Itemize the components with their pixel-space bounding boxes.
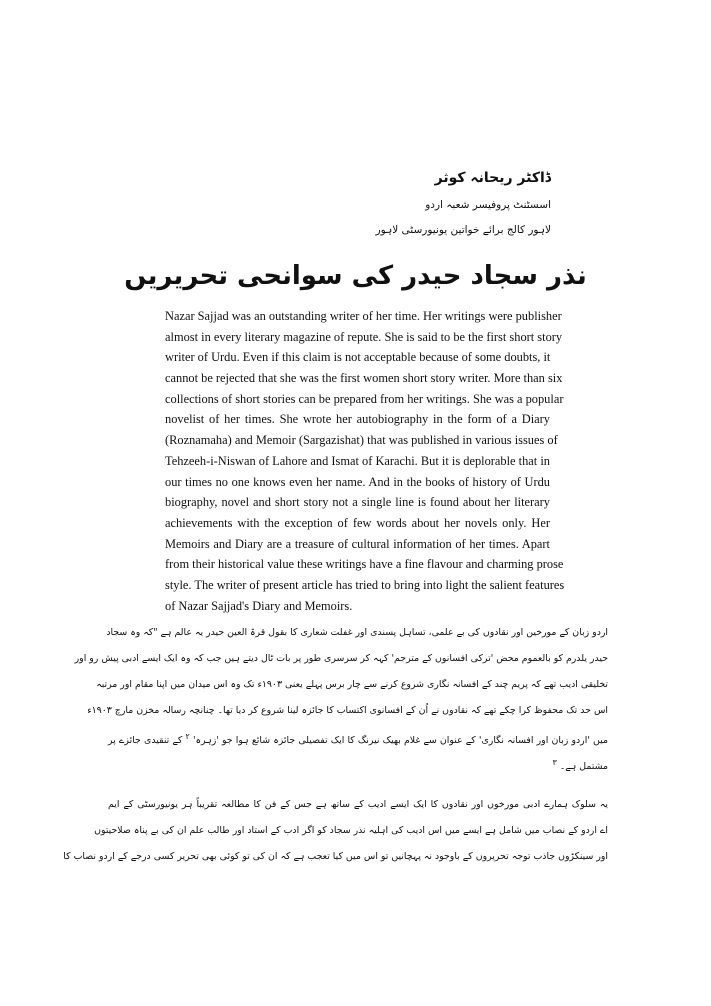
abstract-line: style. The writer of present article has tried to bring into light the salient features (165, 577, 565, 592)
author-block (376, 168, 551, 247)
body-line-with-footnote (108, 724, 608, 750)
abstract-line: of Nazar Sajjad's Diary and Memoirs. (165, 598, 353, 613)
author-name: ڈاکٹر ریحانہ کوثر (434, 170, 551, 186)
body-line: اور سینکڑوں جاذب توجہ تحریروں کے باوجود نہ پہچانیں تو اس میں کیا تعجب ہے کہ ان کی تو کوئی بھی تحریر کسی درجے کے اردو نصاب کا (63, 851, 608, 862)
urdu-body-text (63, 620, 609, 870)
english-abstract (165, 306, 565, 616)
abstract-line: Tehzeeh-i-Niswan of Lahore and Ismat of Karachi. But it is deplorable that in (165, 453, 550, 468)
body-line-with-footnote (108, 750, 608, 776)
abstract-line: our times no one knows even her name. And in the books of history of Urdu (165, 474, 550, 489)
body-line-tail: کے تنقیدی جائزے پر (108, 735, 183, 747)
body-line: اس حد تک محفوظ کرا چکے تھے کہ نقادوں نے اُن کے افسانوی اکتساب کا جائزہ لینا شروع کر دیا تھا۔ چنانچہ رسالہ مخزن مارچ ۱۹۰۳ء (87, 705, 608, 716)
author-institution: لاہور کالج برائے خواتین یونیورسٹی لاہور (375, 224, 551, 236)
footnote-marker: ۲ (185, 732, 190, 741)
abstract-line: from their historical value these writings have a fine flavour and charming prose (165, 557, 564, 572)
body-line: تخلیقی ادیب تھے کہ پریم چند کے افسانہ نگاری شروع کرنے سے چار برس پہلے یعنی ۱۹۰۳ء تک وہ اس میدان میں اپنا مقام اور مرتبہ (96, 679, 608, 690)
body-line: اے اردو کے نصاب میں شامل ہے ایسے میں اس ادیب کی اہلیہ نذر سجاد کو اگر ادب کے استاد اور طالب علم ان کی بے پناہ صلاحیتوں (94, 825, 608, 836)
body-paragraph-1 (74, 620, 609, 776)
body-line: یہ سلوک ہمارے ادبی مورخوں اور نقادوں کا ایک ایسے ادیب کے ساتھ ہے جس کے فن کا مطالعہ تقریباً ہر یونیورسٹی کے ایم (108, 799, 608, 810)
abstract-line: writer of Urdu. Even if this claim is not acceptable because of some doubts, it (165, 350, 551, 365)
abstract-line: almost in every literary magazine of repute. She is said to be the first short story (165, 329, 563, 344)
body-line: اردو زبان کے مورخین اور نقادوں کی بے علمی، تساہل پسندی اور غفلت شعاری کا بقول قرۃ العین حیدر یہ عالم ہے "کہ وہ سجاد (106, 627, 608, 638)
abstract-line: collections of short stories can be prepared from her writings. She was a popular (165, 391, 564, 406)
body-paragraph-2 (63, 792, 608, 870)
author-designation: اسسٹنٹ پروفیسر شعبہ اردو (425, 199, 551, 211)
abstract-line: (Roznamaha) and Memoir (Sargazishat) that was published in various issues of (165, 433, 558, 448)
abstract-line: Nazar Sajjad was an outstanding writer of her time. Her writings were publisher (165, 309, 562, 323)
article-title: نذر سجاد حیدر کی سوانحی تحریریں (124, 261, 587, 291)
abstract-line: novelist of her times. She wrote her autobiography in the form of a Diary (165, 412, 550, 427)
footnote-marker: ۳ (552, 758, 557, 767)
abstract-line: cannot be rejected that she was the first women short story writer. More than six (165, 371, 563, 386)
body-line: حیدر یلدرم کو بالعموم محض 'ترکی افسانوں کے مترجم' کہہ کر سرسری طور پر بات ٹال دیتے ہیں جب کہ وہ ایک ایسے ادبی پیش رو اور (74, 653, 608, 664)
abstract-line: achievements with the exception of few words about her novels only. Her (165, 515, 550, 530)
body-line-text: مشتمل ہے۔ (559, 761, 608, 773)
body-line-text: میں 'اردو زبان اور افسانہ نگاری' کے عنوان سے غلام بھیک نیرنگ کا ایک تفصیلی جائزہ شائع ہوا جو 'زہرہ' (192, 735, 609, 747)
abstract-line: biography, novel and short story not a single line is found about her literary (165, 495, 550, 510)
abstract-line: Memoirs and Diary are a treasure of cultural information of her times. Apart (165, 536, 550, 551)
